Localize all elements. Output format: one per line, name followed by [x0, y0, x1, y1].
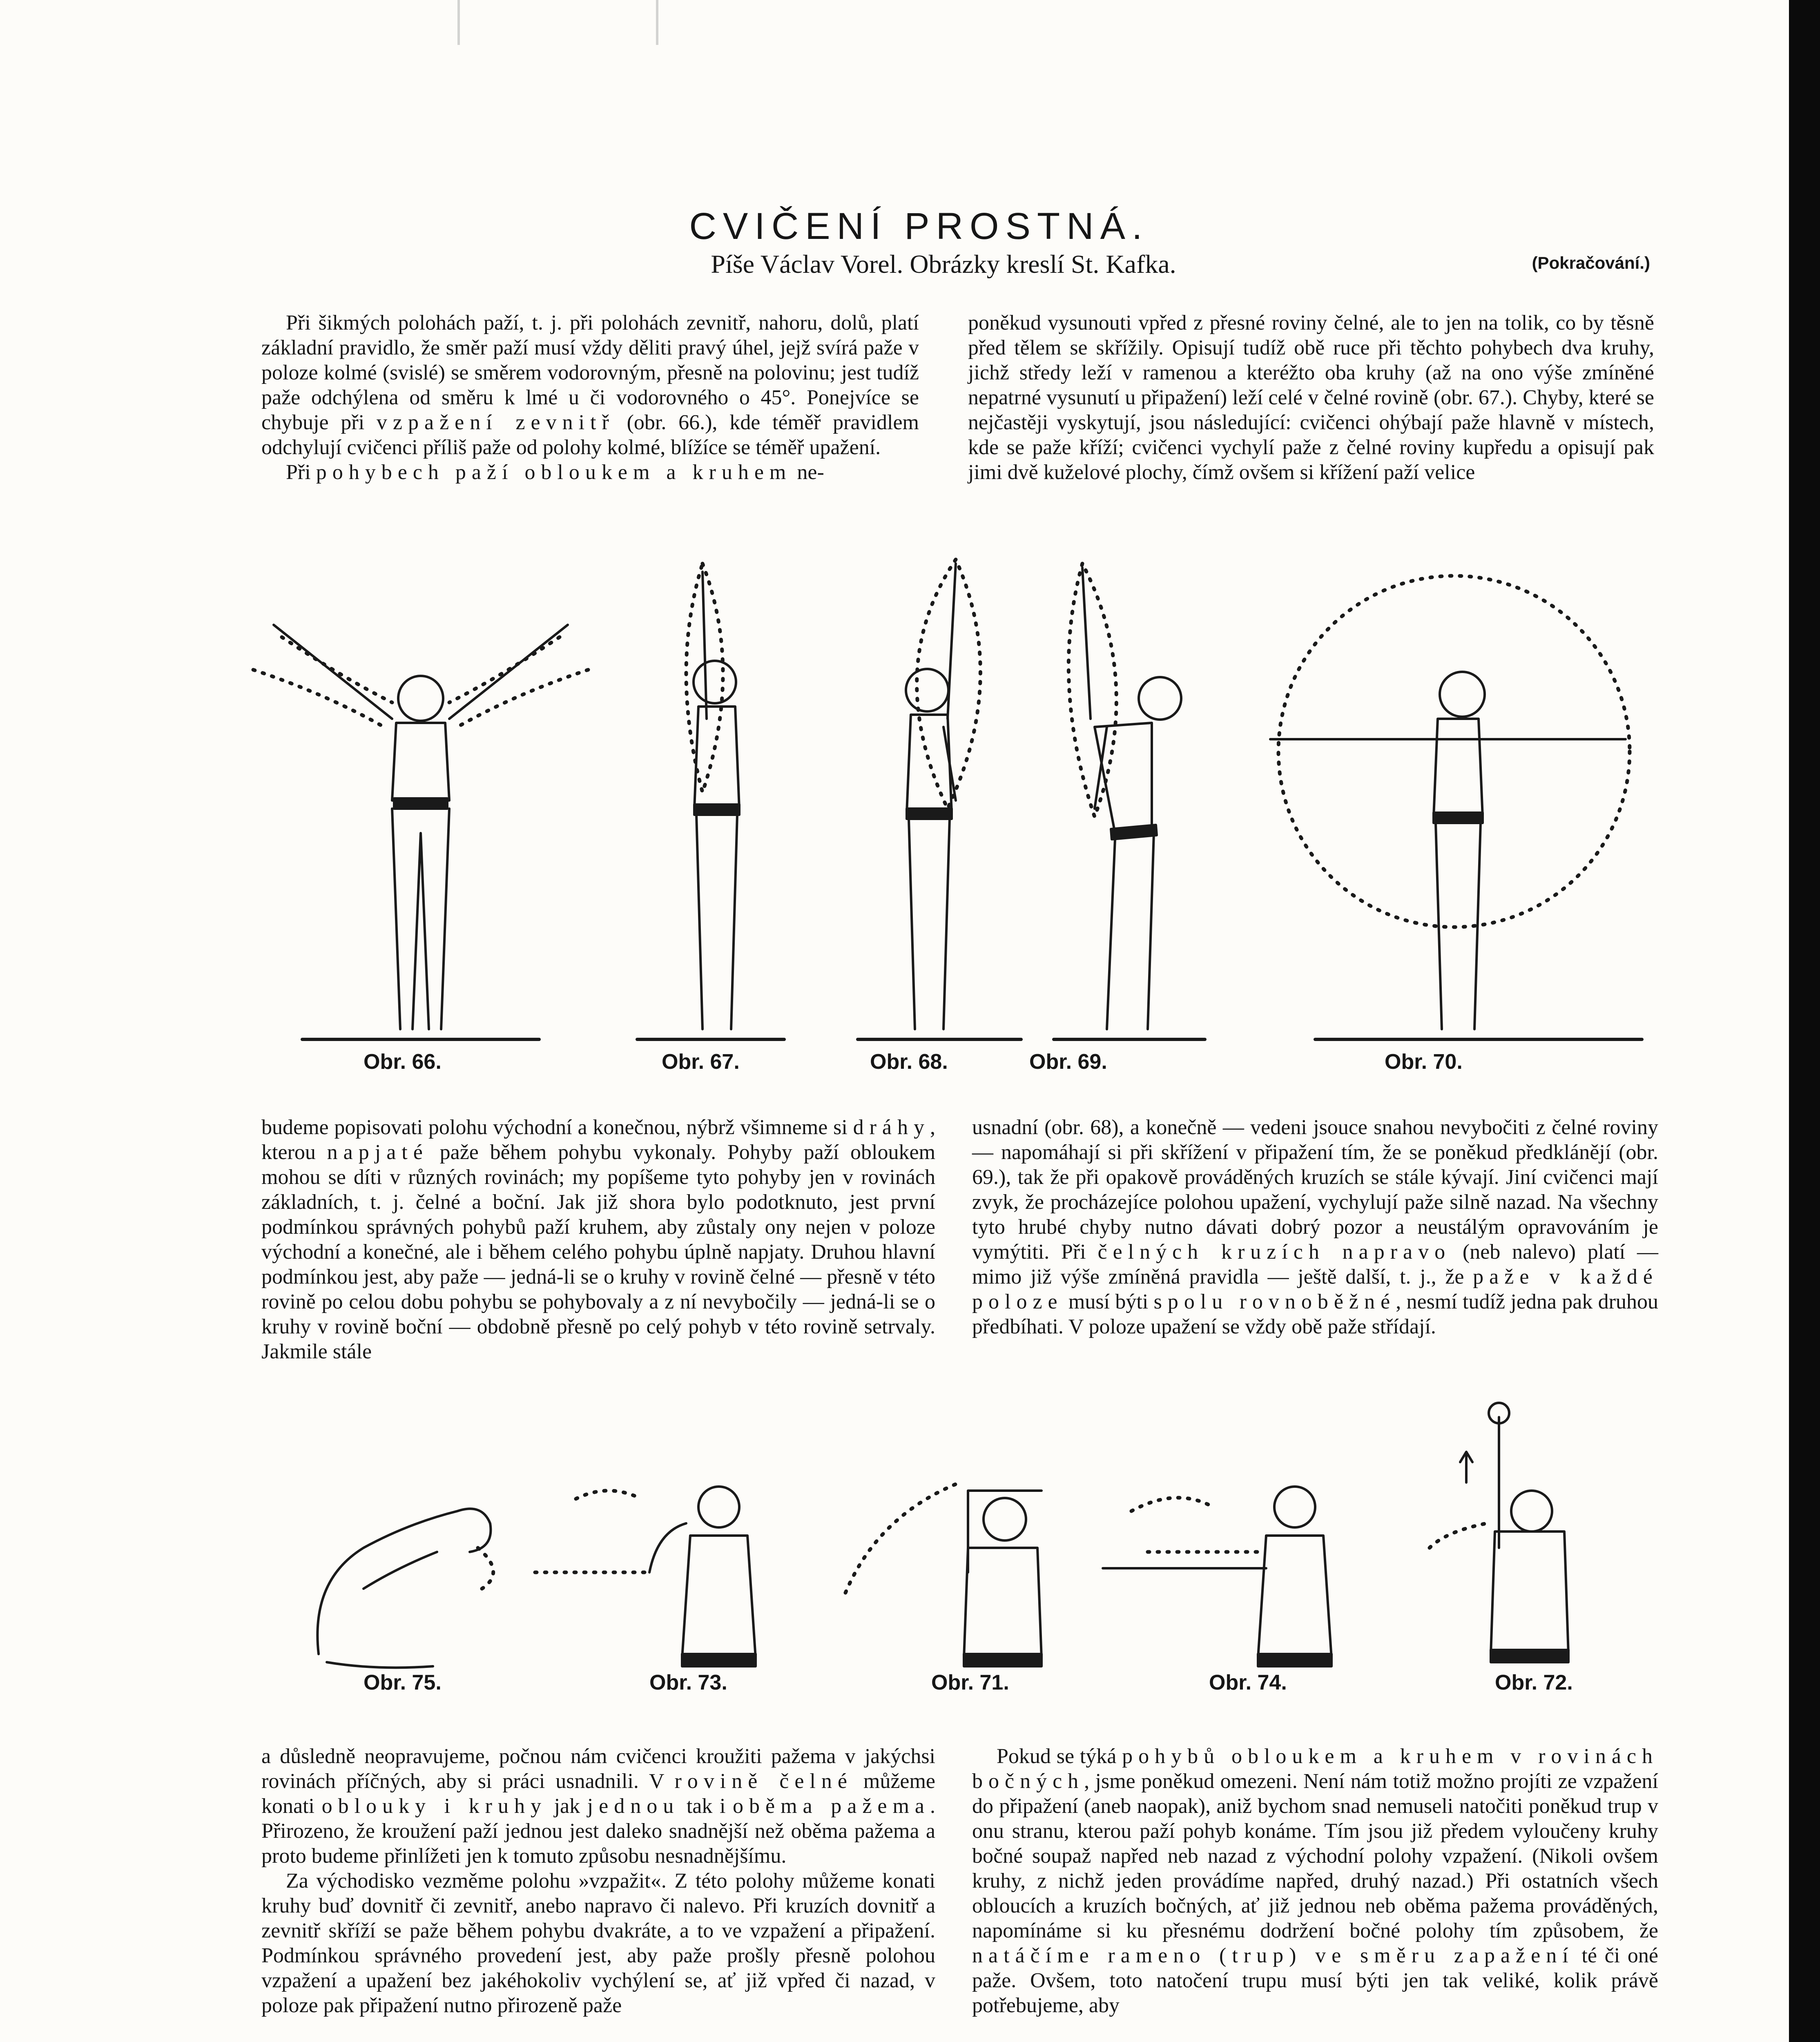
figure-72	[1405, 1401, 1617, 1679]
paragraph: usnadní (obr. 68), a konečně — vedeni jsouce snahou nevybočiti z čelné roviny — napomáhají si při skřížení v připažení tím, že se poněkud předklánějí (obr. 69.), tak že při opakově prováděných kruzích se stále kývají. Jiní cvičenci mají zvyk, že procházejíce polohou upažení, vychylují paže silně nazad. Na všechny tyto hrubé chyby nutno dávati dobrý pozor a neustálým opravováním je vymýtiti. Při čelných kruzích napravo (neb nalevo) platí — mimo již výše zmíněná pravidla — ještě další, t. j., že paže v každé poloze musí býti spolu rovnoběžné, nesmí tudíž jedna pak druhou předbíhati. V poloze upažení se vždy obě paže střídají.	[972, 1116, 1658, 1338]
figure-66-caption: Obr. 66.	[364, 1050, 442, 1074]
section1-left-column	[261, 310, 919, 485]
section2-left-column	[261, 1115, 935, 1364]
paragraph: Pokud se týká pohybů obloukem a kruhem v rovinách bočných, jsme poněkud omezeni. Není nám totiž možno projíti ze vzpažení do připažení (aneb naopak), aniž bychom snad nemuseli natočiti poněkud trup v onu stranu, kterou paží pohyb konáme. Tím jsou již předem vyloučeny kruhy bočné soupaž napřed neb nazad z východní polohy vzpažení. (Nikoli ovšem kruhy, z nichž jeden provádíme napřed, druhý nazad.) Při ostatních všech obloucích a kruzích bočných, ať již jednou neb oběma pažema prováděných, napomínáme si ku přesnému dodržení bočné polohy tím způsobem, že natáčíme rameno (trup) ve směru zapažení té či oné paže. Ovšem, toto natočení trupu musí býti jen tak veliké, kolik právě potřebujeme, aby	[972, 1745, 1658, 2017]
figure-75	[302, 1466, 531, 1679]
figure-72-caption: Obr. 72.	[1495, 1671, 1573, 1694]
figure-70	[1233, 547, 1675, 1050]
figure-66	[237, 547, 604, 1050]
figure-67	[621, 547, 796, 1050]
figure-69	[1046, 547, 1217, 1050]
figure-74	[1095, 1470, 1381, 1679]
paragraph: poněkud vysunouti vpřed z přesné roviny čelné, ale to jen na tolik, co by těsně před tělem se skřížily. Opisují tudíž obě ruce při těchto pohybech dva kruhy, jichž středy leží v ramenou a kteréžto oba kruhy (až na ono výše zmíněné nepatrné vysunutí u připažení) leží celé v čelné rovině (obr. 67.). Chyby, které se nejčastěji vyskytují, jsou následující: cvičenci ohýbají paže hlavně v místech, kde se paže kříží; cvičenci vychylí paže z čelné roviny kupředu a opisují pak jimi dvě kuželové plochy, čímž ovšem si křížení paží velice	[968, 311, 1654, 484]
paragraph: a důsledně neopravujeme, počnou nám cvičenci kroužiti pažema v jakýchsi rovinách příčných, aby si práci usnadnili. V rovině čelné můžeme konati oblouky i kruhy jak jednou tak i oběma pažema. Přirozeno, že kroužení paží jednou jest daleko snadnější než oběma pažema a proto budeme přinlížeti jen k tomuto způsobu nesnadnějšímu.	[261, 1745, 936, 1868]
figure-70-caption: Obr. 70.	[1385, 1050, 1463, 1074]
section3-right-column	[972, 1744, 1658, 2018]
figure-68	[833, 547, 1037, 1050]
figure-71	[829, 1466, 1082, 1679]
article-byline: Píše Václav Vorel. Obrázky kreslí St. Kafka.	[711, 250, 1176, 279]
figure-68-caption: Obr. 68.	[870, 1050, 948, 1074]
paragraph: budeme popisovati polohu východní a konečnou, nýbrž všimneme si dráhy, kterou napjaté paže během pohybu vykonaly. Pohyby paží obloukem mohou se díti v různých rovinách; my popíšeme tyto pohyby jen v rovinách základních, t. j. čelné a boční. Jak již shora bylo podotknuto, jest první podmínkou správných pohybů paží kruhem, aby zůstaly ony nejen v poloze východní a konečné, ale i během celého pohybu úplně napjaty. Druhou hlavní podmínkou jest, aby paže — jedná-li se o kruhy v rovině čelné — přesně v této rovině po celou dobu pohybu se pohybovaly a z ní nevybočily — jedná-li se o kruhy v rovině boční — obdobně přesně po celý pohyb v této rovině setrvaly. Jakmile stále	[261, 1116, 936, 1363]
figure-74-caption: Obr. 74.	[1209, 1671, 1287, 1694]
section3-left-column	[261, 1744, 935, 2018]
continued-note: (Pokračování.)	[1532, 253, 1650, 272]
paragraph: Při šikmých polohách paží, t. j. při polohách zevnitř, nahoru, dolů, platí základní pravidlo, že směr paží musí vždy děliti pravý úhel, jejž svírá paže v poloze kolmé (svislé) se směrem vodorovným, přesně na polovinu; jest tudíž paže odchýlena od směru k lmé u či vodorovného o 45°. Ponejvíce se chybuje při vzpažení zevnitř (obr. 66.), kde téměř pravidlem odchylují cvičenci příliš paže od polohy kolmé, blížíce se téměř upažení.	[261, 311, 919, 459]
paragraph: Za východisko vezměme polohu »vzpažit«. Z této polohy můžeme konati kruhy buď dovnitř či zevnitř, anebo napravo či nalevo. Při kruzích dovnitř a zevnitř skříží se paže během pohybu dvakráte, a to ve vzpažení a připažení. Podmínkou správného provedení jest, aby paže prošly přesně polohou vzpažení a upažení bez jakéhokoliv vychýlení se, ať již vpřed či nazad, v poloze pak připažení nutno přirozeně paže	[261, 1869, 935, 2017]
section2-right-column	[972, 1115, 1658, 1339]
article-title: CVIČENÍ PROSTNÁ.	[689, 205, 1149, 247]
figure-71-caption: Obr. 71.	[931, 1671, 1009, 1694]
figure-73	[527, 1470, 805, 1679]
scan-border-right	[1789, 0, 1820, 2042]
figure-73-caption: Obr. 73.	[649, 1671, 727, 1694]
scan-header-remnant	[457, 0, 658, 45]
figure-75-caption: Obr. 75.	[364, 1671, 442, 1694]
figure-67-caption: Obr. 67.	[662, 1050, 740, 1074]
figure-69-caption: Obr. 69.	[1029, 1050, 1107, 1074]
section1-right-column	[968, 310, 1654, 485]
paragraph: Při pohybech paží obloukem a kruhem ne-	[286, 461, 824, 484]
